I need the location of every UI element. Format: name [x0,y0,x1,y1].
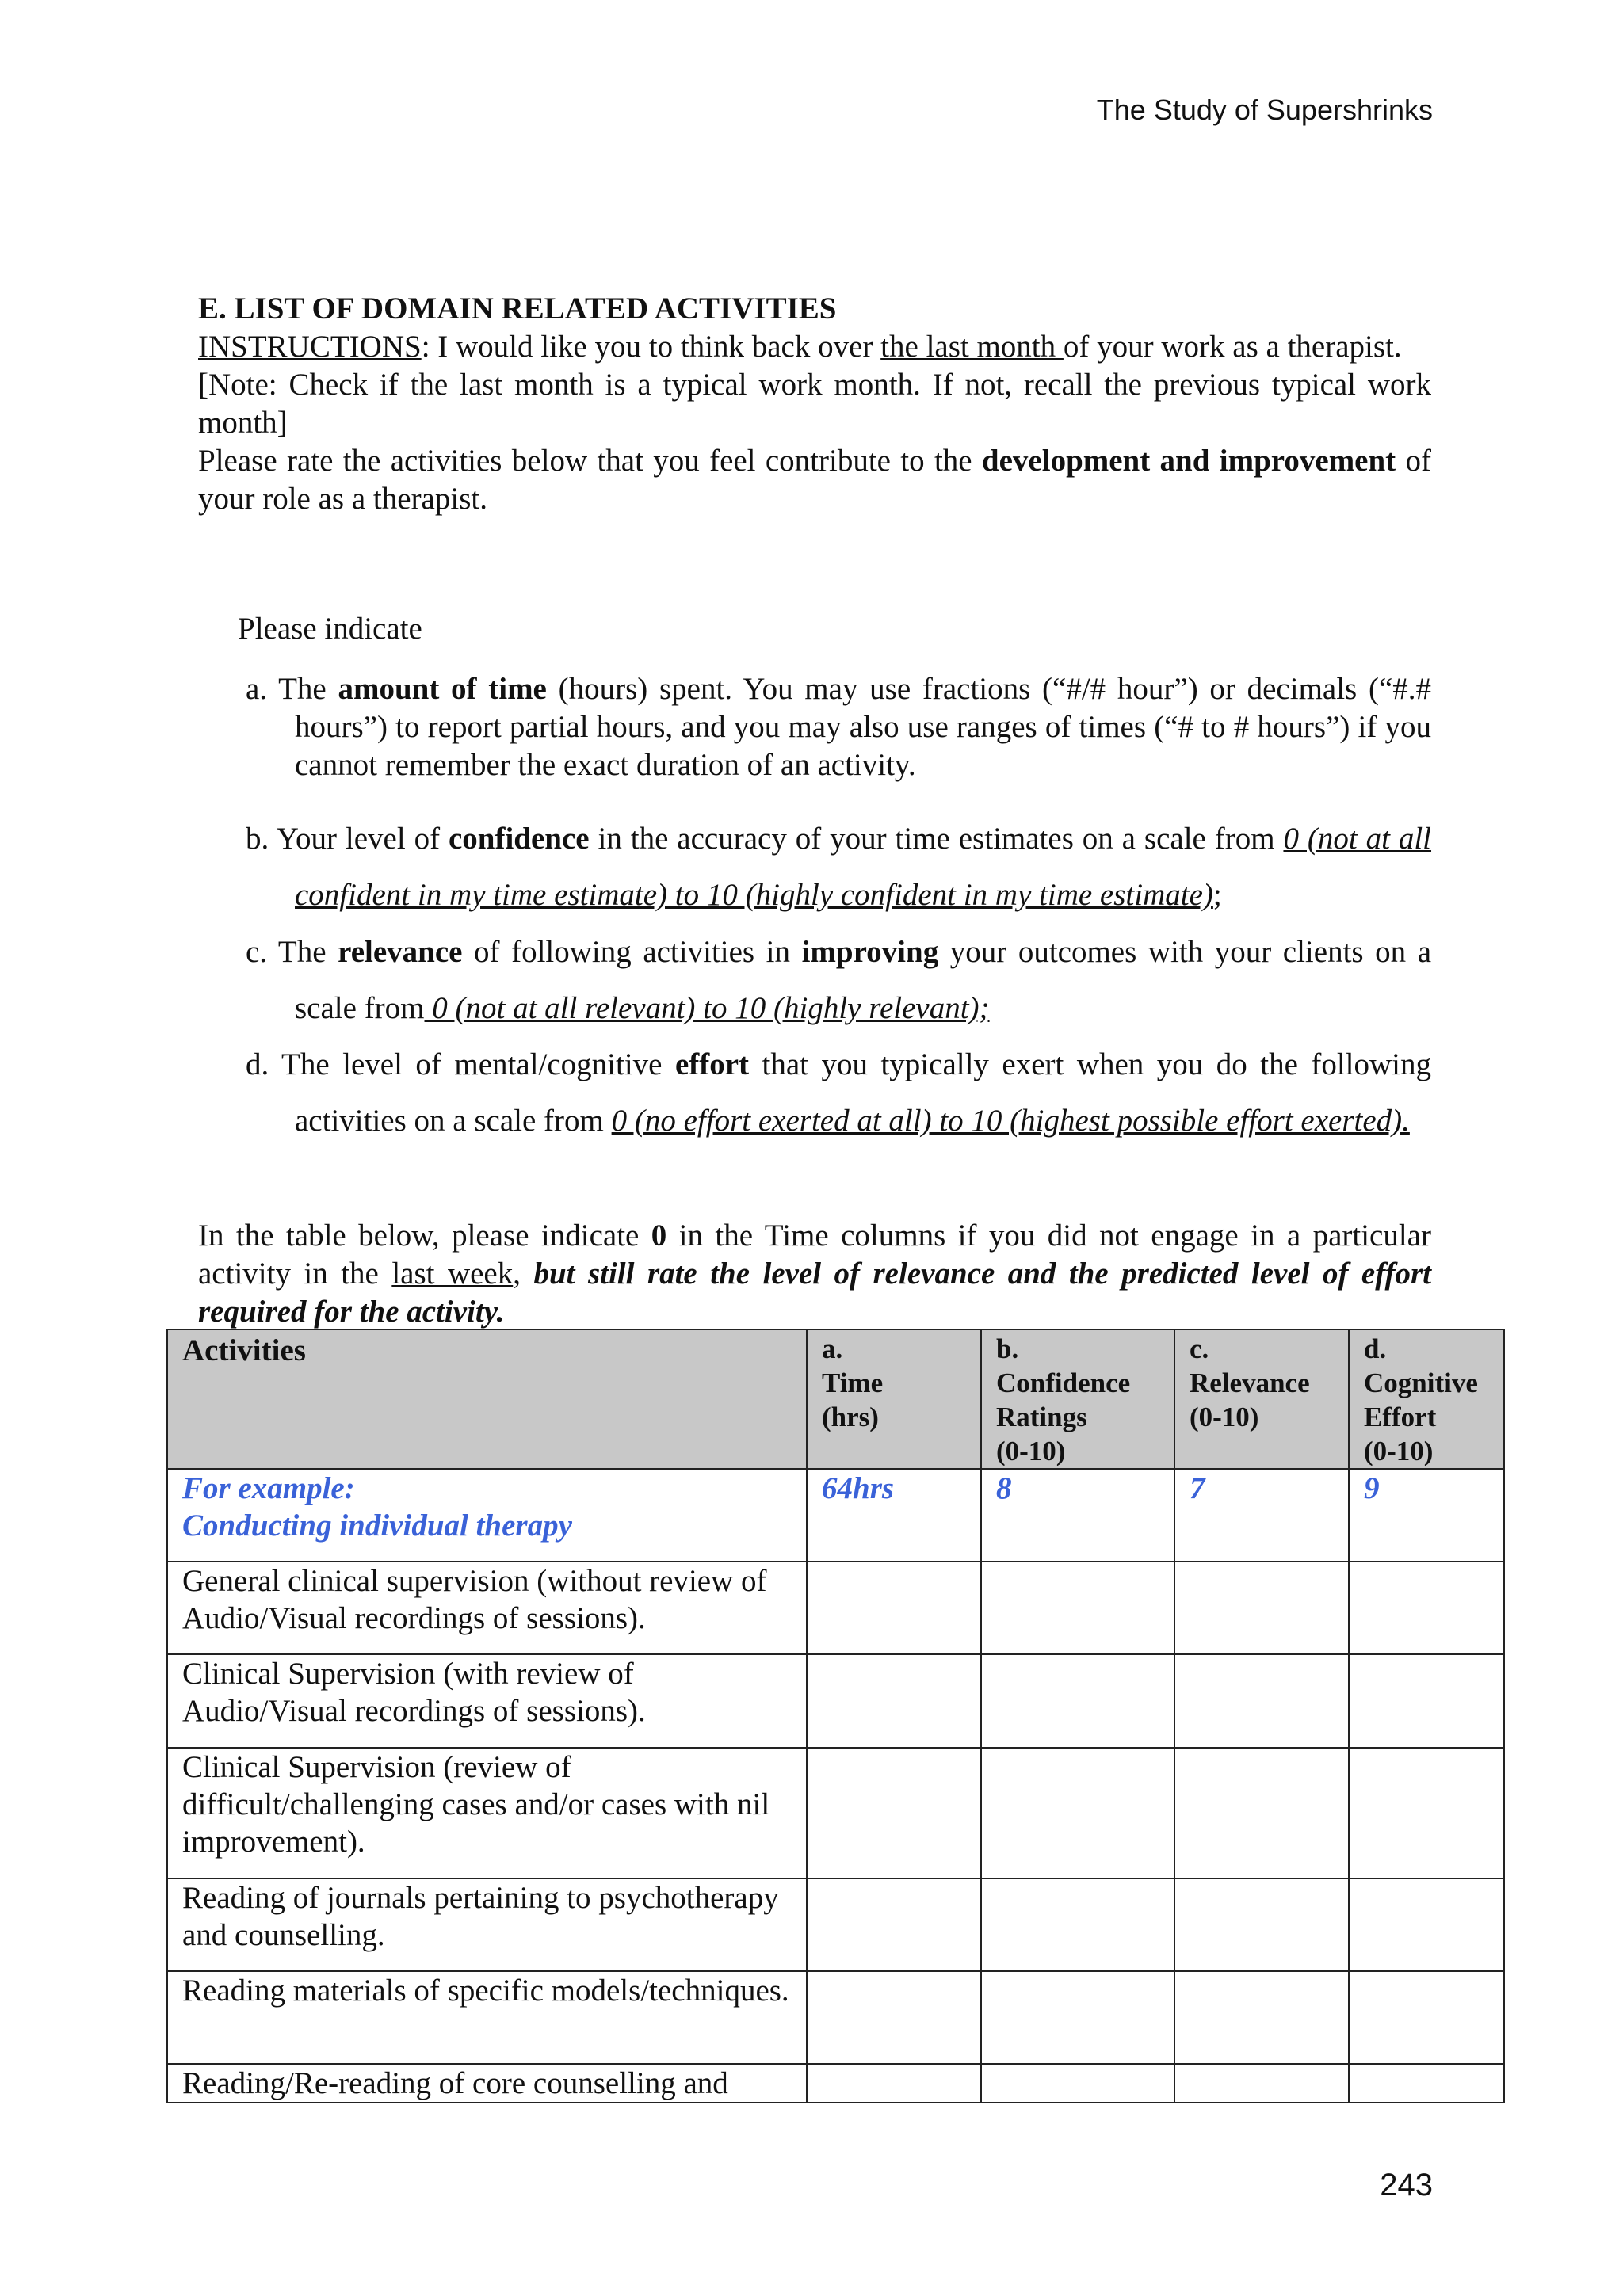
table-row [167,1654,1504,1748]
example-activity: For example: Conducting individual therapy [167,1469,807,1562]
header-relevance: c. Relevance (0-10) [1174,1329,1349,1469]
time-input-cell[interactable] [807,1971,981,2064]
header-time: a. Time (hrs) [807,1329,981,1469]
effort-input-cell[interactable] [1349,1748,1504,1878]
relevance-input-cell[interactable] [1174,1562,1349,1654]
confidence-input-cell[interactable] [981,1654,1174,1748]
item-a-time: a. The amount of time (hours) spent. You may use fractions (“#/# hour”) or decimals (“#.# hours”) to report partial hours, and you may also use ranges of times (“# to # hours”) if you cannot remember the exact duration of an activity. [246,672,1432,782]
example-relevance: 7 [1174,1469,1349,1562]
effort-input-cell[interactable] [1349,1654,1504,1748]
activity-cell: Clinical Supervision (review of difficult/challenging cases and/or cases with nil improvement). [167,1748,807,1878]
activity-cell: Reading materials of specific models/techniques. [167,1971,807,2064]
confidence-scale: 0 (not at all confident in my time estimate) to 10 (highly confident in my time estimate) [295,822,1432,912]
section-body [198,290,1431,518]
header-effort: d. Cognitive Effort (0-10) [1349,1329,1504,1469]
note-paragraph: [Note: Check if the last month is a typical work month. If not, recall the previous typical work month] [198,368,1431,440]
time-input-cell[interactable] [807,1748,981,1878]
table-row [167,2064,1504,2103]
instructions-label: INSTRUCTIONS [198,330,422,364]
confidence-input-cell[interactable] [981,1971,1174,2064]
confidence-input-cell[interactable] [981,1562,1174,1654]
activity-cell: Reading of journals pertaining to psychotherapy and counselling. [167,1878,807,1971]
time-input-cell[interactable] [807,1654,981,1748]
item-c-relevance: c. The relevance of following activities in improving your outcomes with your clients on a scale from 0 (not at all relevant) to 10 (highly relevant); [246,935,1432,1025]
relevance-input-cell[interactable] [1174,1878,1349,1971]
table-row [167,1562,1504,1654]
confidence-input-cell[interactable] [981,1878,1174,1971]
effort-input-cell[interactable] [1349,1562,1504,1654]
page-number: 243 [1380,2168,1433,2203]
header-activities: Activities [167,1329,807,1469]
activity-cell: General clinical supervision (without review of Audio/Visual recordings of sessions). [167,1562,807,1654]
table-row [167,1748,1504,1878]
effort-input-cell[interactable] [1349,2064,1504,2103]
running-header: The Study of Supershrinks [1096,93,1433,126]
time-input-cell[interactable] [807,2064,981,2103]
table-row [167,1971,1504,2064]
effort-input-cell[interactable] [1349,1971,1504,2064]
example-effort: 9 [1349,1469,1504,1562]
last-month-phrase: the last month [880,330,1064,364]
table-instructions: In the table below, please indicate 0 in the Time columns if you did not engage in a particular activity in the last week, but still rate the level of relevance and the predicted level of effort required for the activity. [198,1219,1431,1329]
activity-cell: Reading/Re-reading of core counselling and [167,2064,807,2103]
relevance-scale: 0 (not at all relevant) to 10 (highly relevant); [424,991,990,1025]
effort-input-cell[interactable] [1349,1878,1504,1971]
item-b-confidence: b. Your level of confidence in the accuracy of your time estimates on a scale from 0 (not at all confident in my time estimate) to 10 (highly confident in my time estimate); [246,822,1432,912]
table-header-row [167,1329,1504,1469]
time-input-cell[interactable] [807,1562,981,1654]
relevance-input-cell[interactable] [1174,1971,1349,2064]
confidence-input-cell[interactable] [981,2064,1174,2103]
time-input-cell[interactable] [807,1878,981,1971]
relevance-input-cell[interactable] [1174,1654,1349,1748]
example-row [167,1469,1504,1562]
relevance-input-cell[interactable] [1174,1748,1349,1878]
effort-scale: 0 (no effort exerted at all) to 10 (highest possible effort exerted). [611,1104,1410,1138]
instructions-paragraph: INSTRUCTIONS: I would like you to think back over the last month of your work as a therapist. [198,330,1402,364]
activity-cell: Clinical Supervision (with review of Audio/Visual recordings of sessions). [167,1654,807,1748]
activities-table [166,1329,1505,2103]
section-title: E. LIST OF DOMAIN RELATED ACTIVITIES [198,292,837,326]
relevance-input-cell[interactable] [1174,2064,1349,2103]
confidence-input-cell[interactable] [981,1748,1174,1878]
header-confidence: b. Confidence Ratings (0-10) [981,1329,1174,1469]
item-d-effort: d. The level of mental/cognitive effort that you typically exert when you do the following activities on a scale from 0 (no effort exerted at all) to 10 (highest possible effort exerted). [246,1047,1432,1138]
indicate-intro: Please indicate [238,612,422,646]
example-confidence: 8 [981,1469,1174,1562]
example-time: 64hrs [807,1469,981,1562]
table-row [167,1878,1504,1971]
rate-paragraph: Please rate the activities below that you feel contribute to the development and improvement of your role as a therapist. [198,444,1431,516]
